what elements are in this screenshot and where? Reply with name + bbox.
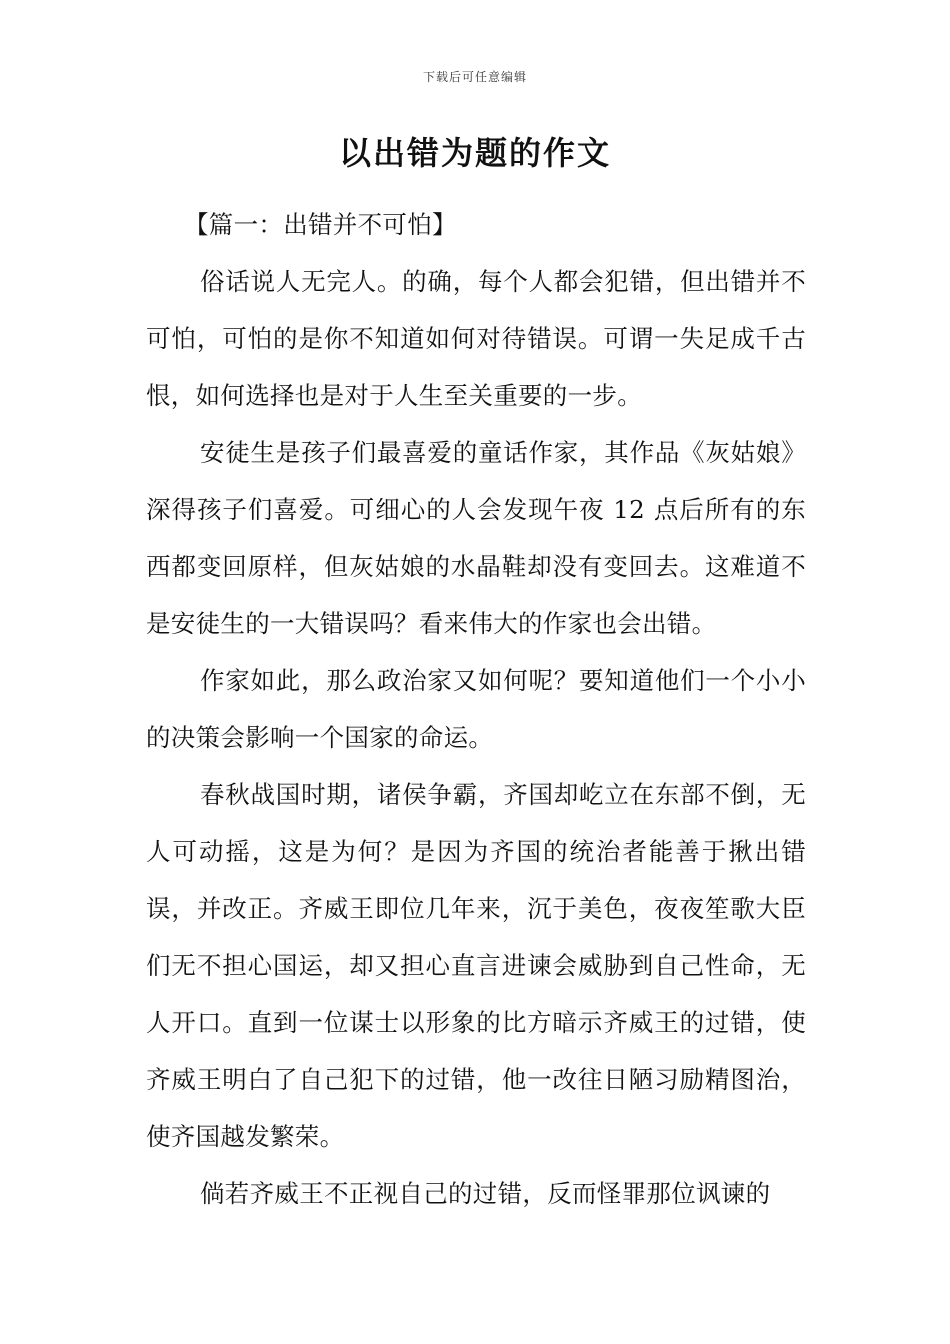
paragraph-4: 春秋战国时期，诸侯争霸，齐国却屹立在东部不倒，无人可动摇，这是为何？是因为齐国的统治者能善于揪出错误，并改正。齐威王即位几年来，沉于美色，夜夜笙歌大臣们无不担心国运，却又担心直言进谏会威胁到自己性命，无人开口。直到一位谋士以形象的比方暗示齐威王的过错，使齐威王明白了自己犯下的过错，他一改往日陋习励精图治，使齐国越发繁荣。 — [146, 780, 806, 1151]
paragraph-2: 安徒生是孩子们最喜爱的童话作家，其作品《灰姑娘》深得孩子们喜爱。可细心的人会发现午夜 12 点后所有的东西都变回原样，但灰姑娘的水晶鞋却没有变回去。这难道不是安徒生的一大错误吗？看来伟大的作家也会出错。 — [146, 438, 806, 638]
paragraph-3: 作家如此，那么政治家又如何呢？要知道他们一个小小的决策会影响一个国家的命运。 — [146, 666, 806, 752]
paragraph-1: 俗话说人无完人。的确，每个人都会犯错，但出错并不可怕，可怕的是你不知道如何对待错误。可谓一失足成千古恨，如何选择也是对于人生至关重要的一步。 — [146, 267, 806, 410]
section-heading: 【篇一：出错并不可怕】 — [184, 210, 457, 239]
header-note: 下载后可任意编辑 — [422, 70, 527, 84]
paragraph-5: 倘若齐威王不正视自己的过错，反而怪罪那位讽谏的 — [200, 1179, 771, 1208]
document-title: 以出错为题的作文 — [338, 134, 611, 172]
document-body — [146, 196, 806, 1222]
